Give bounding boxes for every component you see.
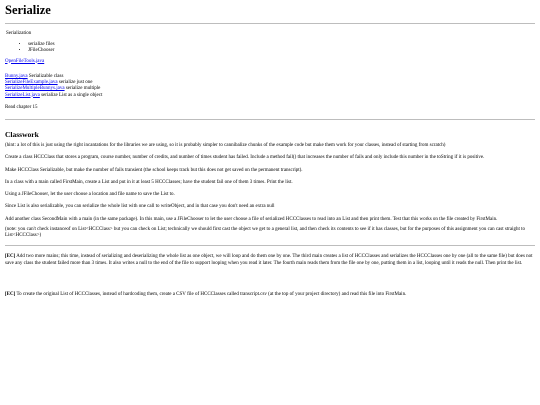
classwork-paragraph: Create a class HCCClass that stores a program, course number, number of credits, and number of times student has failed. Include a method fail() that increases the number of fails and only include this number in the toString if it is positive. <box>5 155 485 161</box>
file-description: serialize List as a single object <box>39 92 103 98</box>
file-description: Serializable class <box>27 73 64 79</box>
classwork-paragraph: Make HCCClass Serializable, but make the number of fails transient (the school keeps track but this does not get saved on the permanent transcript). <box>5 167 303 173</box>
open-file-tools-line <box>5 59 535 65</box>
ec-tag: [EC] <box>5 254 16 260</box>
extra-credit-paragraph <box>5 254 535 267</box>
example-file-list <box>5 74 535 99</box>
bullet-item: • JFileChooser <box>28 48 535 54</box>
serialize-multiple-bunnys-link[interactable]: SerializeMultipleBunnys.java <box>5 86 65 92</box>
page-title: Serialize <box>5 3 51 17</box>
ec-tag: [EC] <box>5 291 16 297</box>
file-description: serialize just one <box>57 80 93 85</box>
read-chapter-text: Read chapter 15 <box>5 104 38 110</box>
classwork-section <box>5 143 535 239</box>
divider <box>5 119 535 120</box>
classwork-paragraph: Using a JFileChooser, let the user choose a location and file name to save the List to. <box>5 192 175 197</box>
classwork-paragraph: Add another class SecondMain with a main (in the same package). In this main, use a JFileChooser to let the user choose a file of serialized HCCClasses to read into an List and then print them. Test that this works on the file created by FirstMain. <box>5 216 498 222</box>
file-entry <box>5 93 535 99</box>
serialization-section <box>5 31 535 55</box>
divider <box>5 23 535 24</box>
ec-text: To create the original List of HCCClasses, instead of hardcoding them, create a CSV file of HCCClasses called transcript.csv (at the top of your project directory) and read this file into FirstMain. <box>15 291 407 297</box>
open-file-tools-link[interactable]: OpenFileTools.java <box>5 58 45 64</box>
classwork-paragraph: Since List is also serializable, you can serialize the whole list with one call to writeObject, and in that case you don't need an extra null <box>5 204 275 210</box>
classwork-paragraph: (hint: a lot of this is just using the right incantations for the libraries we are using, so it is probably simpler to cannibalize chunks of the example code but make them work for your classes, instead of starting from scratch) <box>5 143 446 148</box>
bunny-java-link[interactable]: Bunny.java <box>5 73 28 79</box>
extra-credit-section <box>5 254 535 298</box>
classwork-paragraph: (note: you can't check instanceof on List<HCCClass> but you can check on List; technically we should first cast the object we get to a general list, and then check its contents to see if it has classes, but for the purposes of this assignment you can cast straight to List<HCCClass>) <box>5 226 526 238</box>
ec-text: Add two more mains; this time, instead of serializing and deserializing the whole list as one object, we will loop and do them one by one. The third main creates a list of HCCClasses and serializes the HCCClasses one by one (all to the same file) but does not save any class the student failed more than 3 times. It also writes a null to the end of the file to support looping when you read it later. The fourth main reads them from the file one by one, putting them in a list, looping until it reads the null. Then print the list. <box>5 254 533 266</box>
file-description: serialize multiple <box>64 86 101 92</box>
extra-credit-paragraph <box>5 292 535 298</box>
serialization-bullets <box>6 42 535 55</box>
classwork-paragraph: In a class with a main called FirstMain, create a List and put in it at least 5 HCCClasses; have the student fail one of them 3 times. Print the list. <box>5 179 293 185</box>
serialize-list-link[interactable]: SerializeList.java <box>5 92 40 98</box>
divider <box>5 245 535 246</box>
bullet-item: • serialize files <box>28 42 535 48</box>
serialization-heading: Serialization <box>6 30 32 36</box>
serialize-file-example-link[interactable]: SerializeFileExample.java <box>5 80 58 85</box>
classwork-heading: Classwork <box>5 130 39 139</box>
